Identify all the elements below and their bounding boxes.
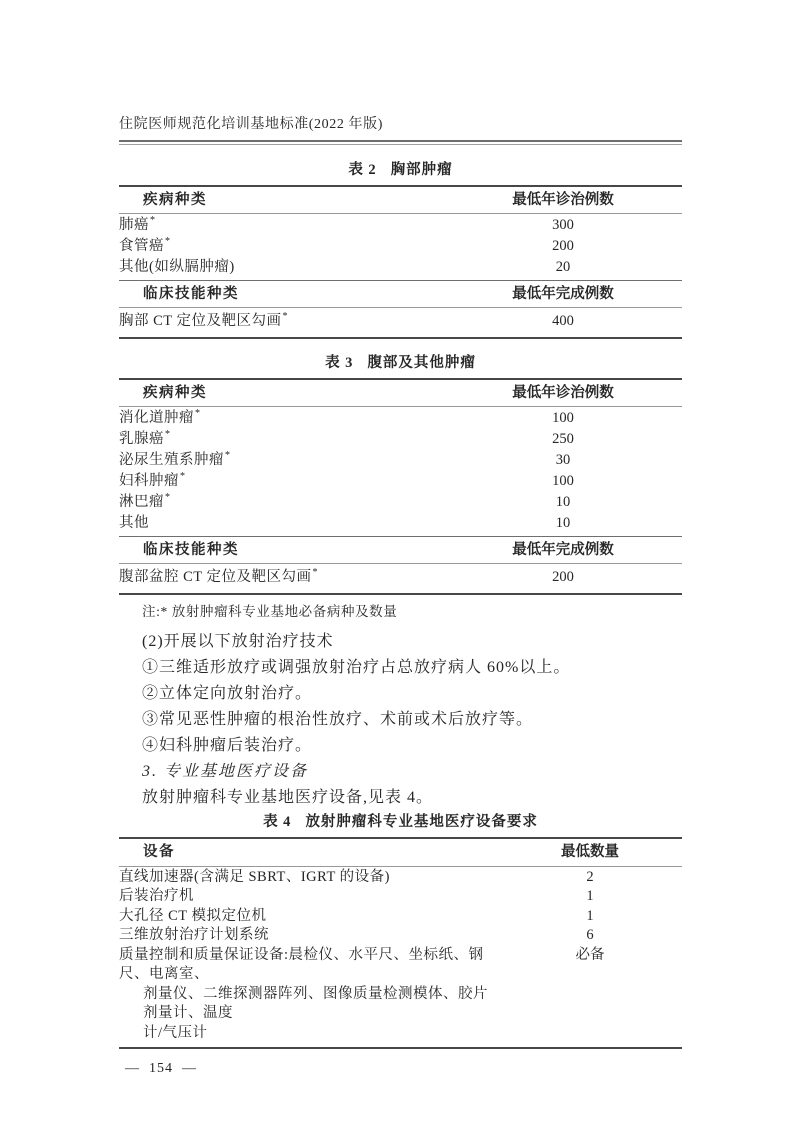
disease-count: 20 (555, 259, 571, 275)
table-row (119, 471, 682, 492)
disease-name: 食管癌 (119, 238, 164, 254)
section-heading-equipment: 3. 专业基地医疗设备 (142, 763, 309, 780)
table-row (119, 946, 682, 1046)
list-item-4: ④妇科肿瘤后装治疗。 (142, 737, 313, 754)
table-3 (119, 378, 682, 595)
equipment-name: 直线加速器(含满足 SBRT、IGRT 的设备) (119, 868, 390, 885)
table-row (119, 408, 682, 429)
disease-count: 200 (552, 238, 574, 254)
table-row (119, 887, 682, 907)
table3-header-row (119, 380, 682, 407)
table-footnote: 注:* 放射肿瘤科专业基地必备病种及数量 (142, 604, 398, 619)
table3-disease-rows (119, 407, 682, 536)
footnote-star: * (195, 408, 201, 420)
paragraph-radiotherapy-intro: (2)开展以下放射治疗技术 (142, 633, 334, 650)
table2-caption-text: 胸部肿瘤 (390, 162, 453, 178)
table4-rows (119, 867, 682, 1048)
equipment-count: 必备 (575, 946, 605, 963)
header-rule (119, 140, 682, 145)
table3-col1-header: 疾病种类 (143, 385, 207, 401)
disease-name: 消化道肿瘤 (119, 410, 194, 426)
table4-caption-label: 表 4 (263, 814, 292, 830)
equipment-name: 三维放射治疗计划系统 (119, 927, 269, 943)
table4-caption-text: 放射肿瘤科专业基地医疗设备要求 (305, 814, 538, 830)
disease-count: 10 (555, 494, 571, 510)
disease-name: 淋巴瘤 (119, 494, 164, 510)
disease-name: 妇科肿瘤 (119, 473, 179, 489)
equipment-count: 1 (586, 888, 594, 904)
table4-col1-header: 设备 (143, 844, 175, 860)
table-row (119, 513, 682, 534)
skill-name: 胸部 CT 定位及靶区勾画 (119, 313, 282, 329)
table-row (119, 257, 682, 278)
list-item-3: ③常见恶性肿瘤的根治性放疗、术前或术后放疗等。 (142, 711, 534, 728)
table2-col2-header: 最低年诊治例数 (512, 192, 614, 208)
disease-count: 100 (552, 410, 574, 426)
list-item-1: ①三维适形放疗或调强放射治疗占总放疗病人 60%以上。 (142, 659, 571, 676)
disease-name: 其他 (119, 515, 149, 531)
disease-count: 10 (555, 515, 571, 531)
table3-col2-header: 最低年诊治例数 (512, 385, 614, 401)
equipment-count: 1 (586, 907, 594, 924)
table3-skill-col1-header: 临床技能种类 (143, 542, 239, 558)
table-row (119, 492, 682, 513)
skill-name: 腹部盆腔 CT 定位及靶区勾画 (119, 569, 312, 585)
equipment-count: 2 (586, 868, 594, 885)
disease-count: 30 (555, 452, 571, 468)
table-row (119, 429, 682, 450)
table-4 (119, 837, 682, 1049)
equipment-count: 6 (586, 927, 594, 943)
footnote-star: * (150, 215, 156, 227)
list-item-2: ②立体定向放射治疗。 (142, 685, 313, 702)
table-row (119, 567, 682, 588)
table-row (119, 868, 682, 888)
table4-caption (119, 814, 682, 831)
body-text (119, 629, 682, 811)
equipment-name-line3: 计/气压计 (143, 1024, 208, 1041)
skill-count: 200 (552, 569, 574, 585)
footnote-star: * (165, 236, 171, 248)
table-row (119, 907, 682, 927)
footnote-star: * (180, 471, 186, 483)
disease-count: 250 (552, 431, 574, 447)
footnote-star: * (225, 450, 231, 462)
footnote-star: * (312, 567, 319, 579)
table2-caption-label: 表 2 (348, 162, 377, 178)
table2-header-row (119, 187, 682, 214)
equipment-name-line1: 质量控制和质量保证设备:晨检仪、水平尺、坐标纸、钢尺、电离室、 (119, 946, 484, 982)
disease-count: 300 (552, 217, 574, 233)
footnote-star: * (282, 311, 289, 323)
footnote-star: * (165, 429, 171, 441)
table2-col1-header: 疾病种类 (143, 192, 207, 208)
table2-disease-rows (119, 214, 682, 280)
paragraph-see-table4: 放射肿瘤科专业基地医疗设备,见表 4。 (142, 789, 434, 806)
table3-caption-text: 腹部及其他肿瘤 (367, 355, 476, 371)
running-head: 住院医师规范化培训基地标准(2022 年版) (119, 117, 384, 132)
equipment-name: 后装治疗机 (119, 888, 194, 904)
table-row (119, 236, 682, 257)
table3-caption-label: 表 3 (325, 355, 354, 371)
footnote-star: * (165, 492, 171, 504)
disease-count: 100 (552, 473, 574, 489)
table3-skill-col2-header: 最低年完成例数 (512, 542, 614, 558)
table2-skill-rows (119, 308, 682, 337)
table2-skill-header-row (119, 280, 682, 308)
disease-name: 其他(如纵膈肿瘤) (119, 259, 235, 275)
table3-caption (119, 355, 682, 372)
table3-skill-rows (119, 564, 682, 593)
disease-name: 乳腺癌 (119, 431, 164, 447)
equipment-name-multiline (119, 946, 498, 1044)
table3-skill-header-row (119, 536, 682, 564)
skill-count: 400 (552, 313, 574, 329)
page-number: — 154 — (125, 1061, 197, 1076)
page-content (119, 117, 682, 1077)
equipment-name-line2: 剂量仪、二维探测器阵列、图像质量检测模体、胶片剂量计、温度 (143, 985, 488, 1021)
disease-name: 泌尿生殖系肿瘤 (119, 452, 224, 468)
table2-skill-col2-header: 最低年完成例数 (512, 286, 614, 302)
table2-caption (119, 162, 682, 179)
table2-skill-col1-header: 临床技能种类 (143, 286, 239, 302)
table-row (119, 215, 682, 236)
equipment-name: 大孔径 CT 模拟定位机 (119, 907, 267, 924)
table-2 (119, 185, 682, 339)
table4-col2-header: 最低数量 (561, 844, 619, 860)
disease-name: 肺癌 (119, 217, 149, 233)
table-row (119, 450, 682, 471)
table-row (119, 926, 682, 946)
table4-header-row (119, 839, 682, 867)
table-row (119, 311, 682, 332)
